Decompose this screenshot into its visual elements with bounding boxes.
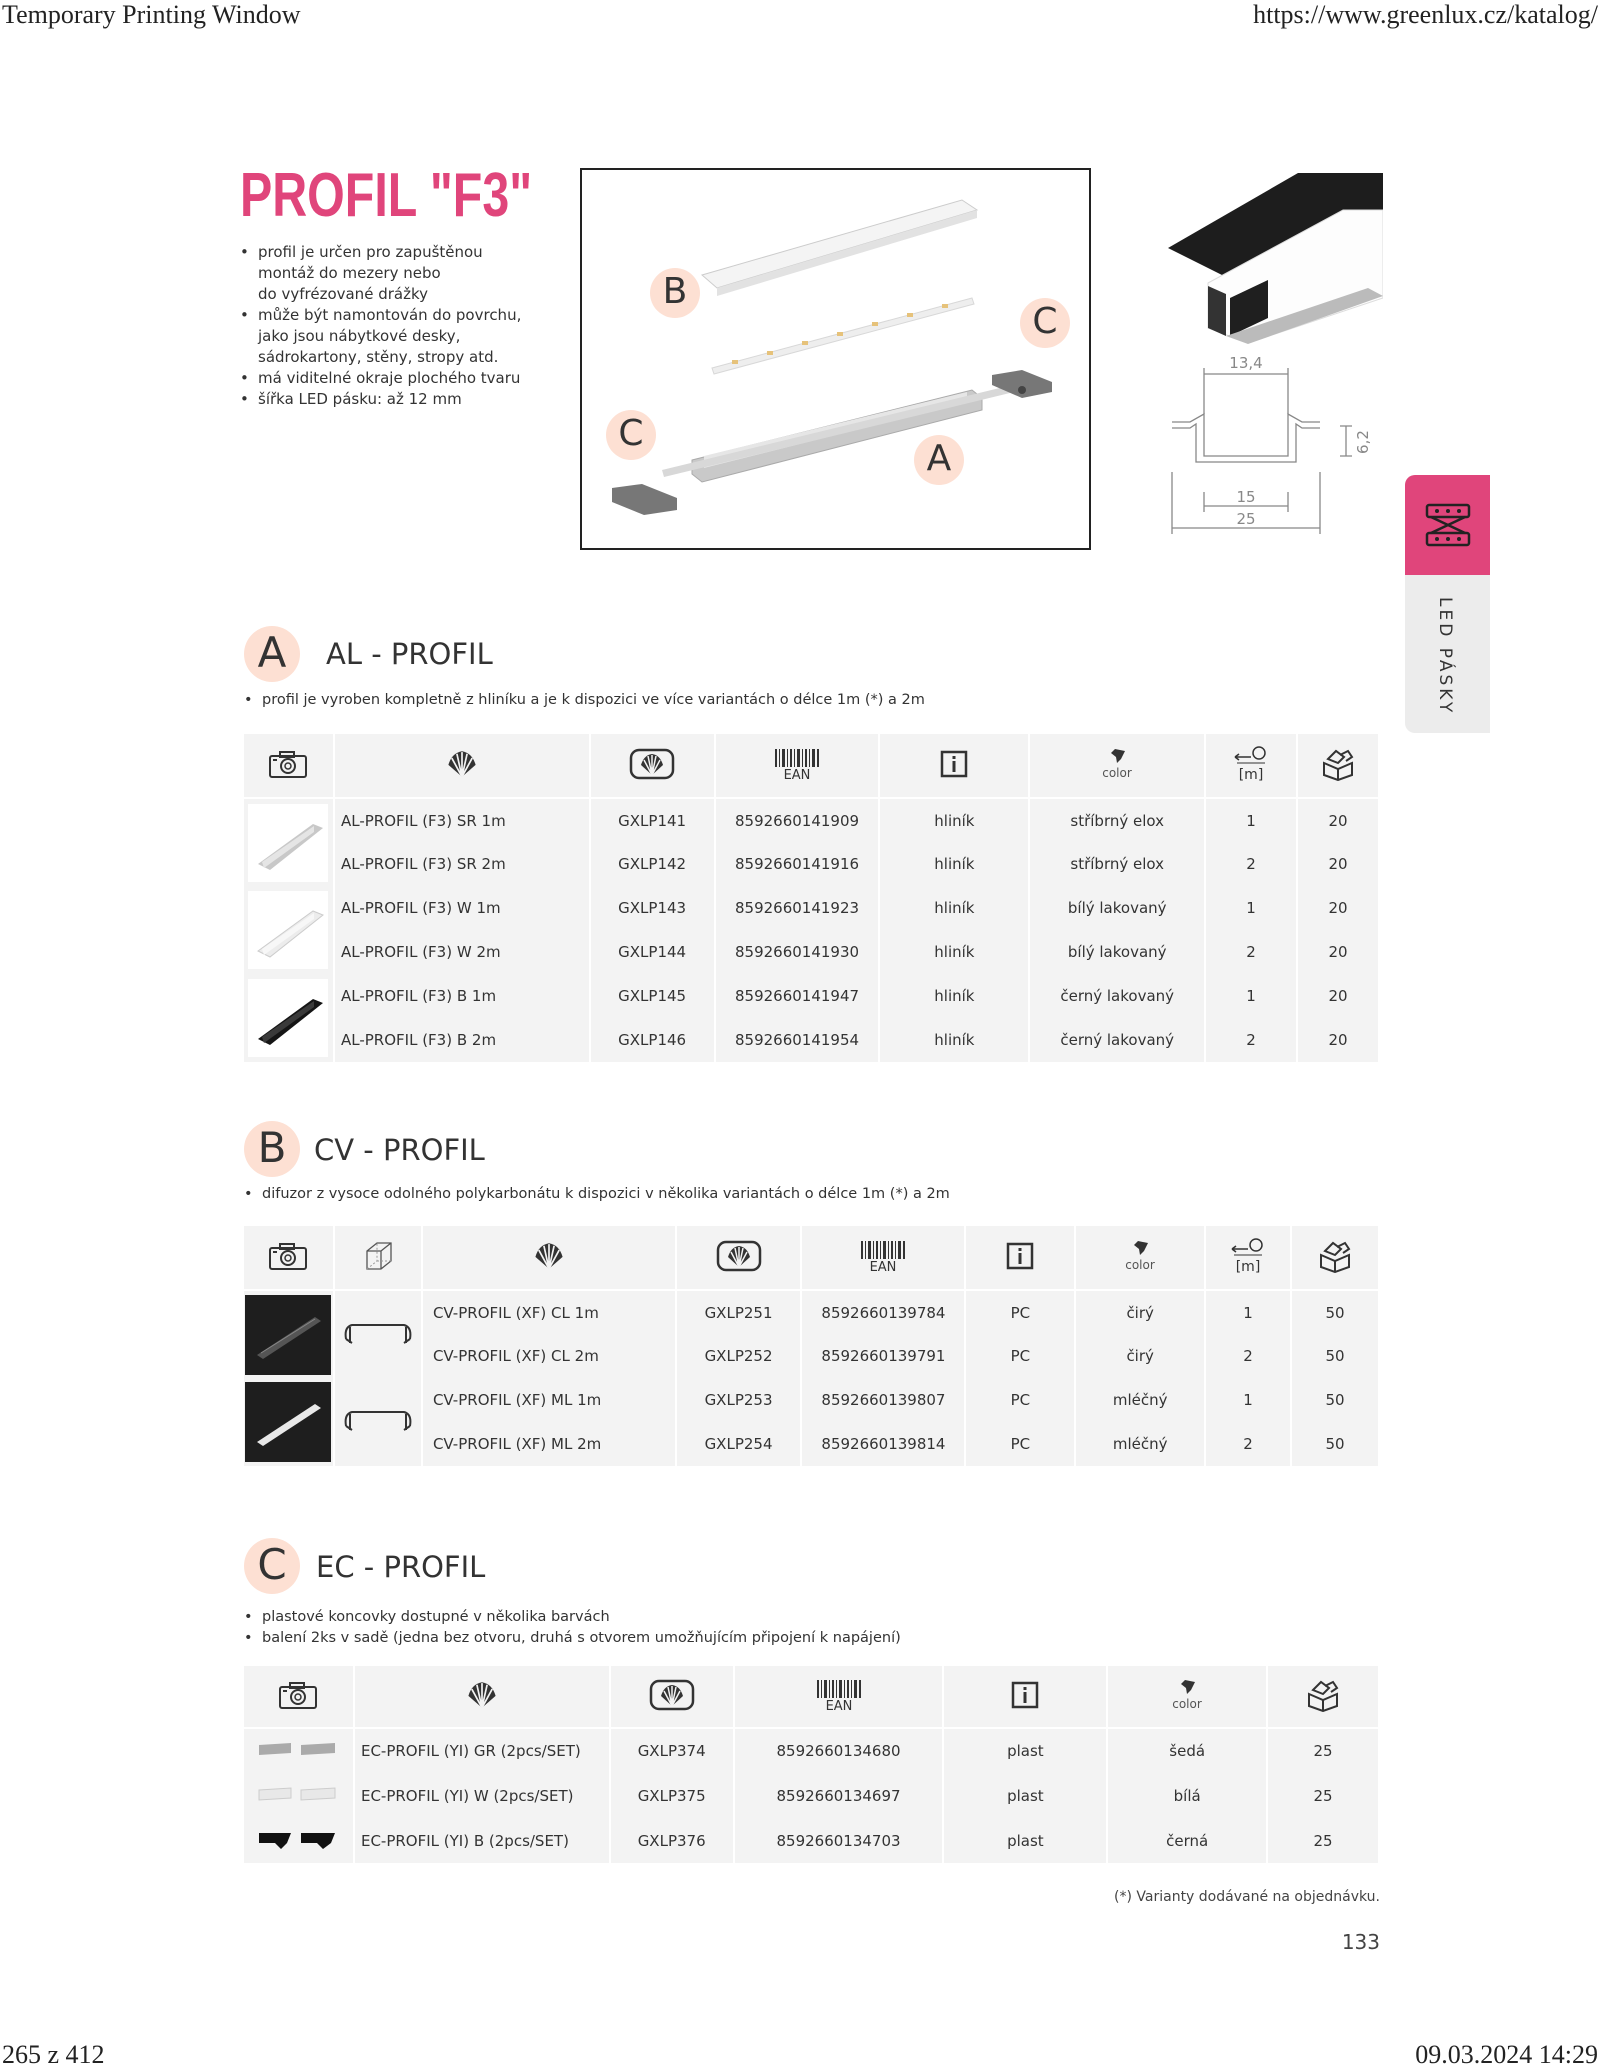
length-icon bbox=[1205, 734, 1297, 798]
diffuser-cross-section-milky bbox=[334, 1378, 422, 1466]
led-strip-icon bbox=[1423, 500, 1473, 550]
length-icon bbox=[1205, 1226, 1291, 1290]
shell-icon bbox=[354, 1666, 610, 1728]
feature-text: jako jsou nábytkové desky, bbox=[258, 327, 461, 345]
product-code: GXLP254 bbox=[676, 1422, 802, 1466]
category-tab-accent bbox=[1405, 475, 1490, 575]
section-b-table bbox=[244, 1226, 1380, 1466]
product-title: PROFIL "F3" bbox=[240, 161, 533, 230]
product-material: PC bbox=[965, 1334, 1075, 1378]
product-name: AL-PROFIL (F3) W 1m bbox=[334, 886, 590, 930]
camera-icon bbox=[244, 1666, 354, 1728]
shell-badge-icon bbox=[676, 1226, 802, 1290]
product-name: CV-PROFIL (XF) ML 2m bbox=[422, 1422, 676, 1466]
shell-badge-icon bbox=[590, 734, 715, 798]
product-pack: 20 bbox=[1297, 930, 1379, 974]
box-icon bbox=[1267, 1666, 1379, 1728]
product-material: PC bbox=[965, 1422, 1075, 1466]
product-pack: 20 bbox=[1297, 1018, 1379, 1062]
product-length: 1 bbox=[1205, 798, 1297, 842]
product-pack: 25 bbox=[1267, 1728, 1379, 1773]
product-ean: 8592660139784 bbox=[801, 1290, 965, 1334]
section-b-note: • difuzor z vysoce odolného polykarbonátu k dispozici v několika variantách o délce 1m (*) a 2m bbox=[244, 1184, 950, 1205]
product-features bbox=[240, 242, 521, 410]
product-ean: 8592660139791 bbox=[801, 1334, 965, 1378]
product-thumbnail-milky bbox=[244, 1378, 334, 1466]
product-ean: 8592660134703 bbox=[734, 1818, 944, 1863]
info-icon bbox=[879, 734, 1029, 798]
product-color: bílý lakovaný bbox=[1029, 886, 1205, 930]
table-row bbox=[244, 1728, 1379, 1773]
table-header bbox=[244, 1666, 1379, 1728]
product-color: čirý bbox=[1075, 1290, 1205, 1334]
page-url[interactable]: https://www.greenlux.cz/katalog/ bbox=[1253, 0, 1598, 29]
product-ean: 8592660141909 bbox=[715, 798, 880, 842]
product-ean: 8592660139807 bbox=[801, 1378, 965, 1422]
product-ean: 8592660141916 bbox=[715, 842, 880, 886]
table-row bbox=[244, 930, 1379, 974]
product-color: čirý bbox=[1075, 1334, 1205, 1378]
category-tab-label: LED PÁSKY bbox=[1435, 597, 1455, 716]
section-a-table bbox=[244, 734, 1380, 1062]
diagram-label-b: B bbox=[650, 268, 700, 318]
table-row bbox=[244, 1773, 1379, 1818]
dim-top: 13,4 bbox=[1229, 354, 1263, 372]
barcode-icon bbox=[715, 734, 880, 798]
product-pack: 20 bbox=[1297, 974, 1379, 1018]
section-c-letter: C bbox=[244, 1538, 300, 1594]
feature-item bbox=[240, 305, 521, 368]
feature-text: sádrokartony, stěny, stropy atd. bbox=[258, 348, 499, 366]
product-color: mléčný bbox=[1075, 1378, 1205, 1422]
section-c-title: EC - PROFIL bbox=[316, 1550, 486, 1584]
product-color: mléčný bbox=[1075, 1422, 1205, 1466]
product-pack: 20 bbox=[1297, 842, 1379, 886]
diagram-label-a: A bbox=[914, 435, 964, 485]
section-c-notes bbox=[244, 1607, 901, 1649]
product-material: hliník bbox=[879, 842, 1029, 886]
product-code: GXLP375 bbox=[610, 1773, 734, 1818]
table-row bbox=[244, 886, 1379, 930]
shell-icon bbox=[334, 734, 590, 798]
product-thumbnail-endcaps-white bbox=[244, 1773, 354, 1818]
product-material: hliník bbox=[879, 930, 1029, 974]
barcode-icon bbox=[734, 1666, 944, 1728]
section-a-notes bbox=[244, 690, 925, 711]
product-thumbnail-silver bbox=[244, 798, 334, 886]
product-color: černý lakovaný bbox=[1029, 1018, 1205, 1062]
product-color: šedá bbox=[1107, 1728, 1267, 1773]
product-name: AL-PROFIL (F3) SR 1m bbox=[334, 798, 590, 842]
product-thumbnail-black bbox=[244, 974, 334, 1062]
table-row bbox=[244, 798, 1379, 842]
product-name: AL-PROFIL (F3) B 1m bbox=[334, 974, 590, 1018]
diagram-label-c-right: C bbox=[1020, 298, 1070, 348]
section-c-note: • balení 2ks v sadě (jedna bez otvoru, druhá s otvorem umožňujícím připojení k napájení) bbox=[244, 1628, 901, 1649]
product-length: 2 bbox=[1205, 1422, 1291, 1466]
exploded-view-image bbox=[580, 168, 1091, 550]
product-thumbnail-endcaps-grey bbox=[244, 1728, 354, 1773]
product-length: 2 bbox=[1205, 1018, 1297, 1062]
feature-text: do vyfrézované drážky bbox=[258, 285, 428, 303]
product-thumbnail-white bbox=[244, 886, 334, 974]
product-name: EC-PROFIL (YI) W (2pcs/SET) bbox=[354, 1773, 610, 1818]
cube-outline-icon bbox=[334, 1226, 422, 1290]
category-tab-led-pasky[interactable] bbox=[1405, 475, 1490, 733]
product-name: EC-PROFIL (YI) B (2pcs/SET) bbox=[354, 1818, 610, 1863]
product-code: GXLP251 bbox=[676, 1290, 802, 1334]
page-number: 133 bbox=[1341, 1930, 1380, 1954]
product-name: AL-PROFIL (F3) W 2m bbox=[334, 930, 590, 974]
table-header bbox=[244, 734, 1379, 798]
product-pack: 50 bbox=[1291, 1290, 1379, 1334]
profile-render-image bbox=[1168, 168, 1383, 353]
product-pack: 50 bbox=[1291, 1334, 1379, 1378]
table-row bbox=[244, 1378, 1379, 1422]
section-a-note: • profil je vyroben kompletně z hliníku a je k dispozici ve více variantách o délce 1m (*) a 2m bbox=[244, 690, 925, 711]
product-code: GXLP143 bbox=[590, 886, 715, 930]
product-code: GXLP141 bbox=[590, 798, 715, 842]
section-c-note: • plastové koncovky dostupné v několika barvách bbox=[244, 1607, 901, 1628]
product-thumbnail-clear bbox=[244, 1290, 334, 1378]
section-a-title: AL - PROFIL bbox=[326, 637, 493, 671]
product-ean: 8592660141954 bbox=[715, 1018, 880, 1062]
product-code: GXLP376 bbox=[610, 1818, 734, 1863]
table-row bbox=[244, 1290, 1379, 1334]
section-a-letter: A bbox=[244, 626, 300, 682]
product-ean: 8592660134697 bbox=[734, 1773, 944, 1818]
product-ean: 8592660141930 bbox=[715, 930, 880, 974]
box-icon bbox=[1297, 734, 1379, 798]
product-ean: 8592660141923 bbox=[715, 886, 880, 930]
product-length: 2 bbox=[1205, 842, 1297, 886]
product-code: GXLP252 bbox=[676, 1334, 802, 1378]
product-length: 1 bbox=[1205, 1378, 1291, 1422]
color-icon bbox=[1029, 734, 1205, 798]
color-icon bbox=[1075, 1226, 1205, 1290]
product-length: 1 bbox=[1205, 1290, 1291, 1334]
diagram-label-c-left: C bbox=[606, 410, 656, 460]
product-material: plast bbox=[943, 1773, 1107, 1818]
product-length: 2 bbox=[1205, 1334, 1291, 1378]
product-material: plast bbox=[943, 1728, 1107, 1773]
footnote: (*) Varianty dodávané na objednávku. bbox=[1114, 1889, 1380, 1905]
page-counter: 265 z 412 bbox=[2, 2040, 105, 2069]
section-b-letter: B bbox=[244, 1121, 300, 1177]
info-icon bbox=[965, 1226, 1075, 1290]
product-code: GXLP253 bbox=[676, 1378, 802, 1422]
product-name: EC-PROFIL (YI) GR (2pcs/SET) bbox=[354, 1728, 610, 1773]
dim-outer: 25 bbox=[1236, 510, 1256, 528]
product-name: CV-PROFIL (XF) CL 2m bbox=[422, 1334, 676, 1378]
product-material: hliník bbox=[879, 798, 1029, 842]
diffuser-cross-section-clear bbox=[334, 1290, 422, 1378]
feature-item: • má viditelné okraje plochého tvaru bbox=[240, 368, 521, 389]
camera-icon bbox=[244, 734, 334, 798]
product-name: CV-PROFIL (XF) ML 1m bbox=[422, 1378, 676, 1422]
feature-item bbox=[240, 242, 521, 305]
product-material: hliník bbox=[879, 1018, 1029, 1062]
product-color: stříbrný elox bbox=[1029, 798, 1205, 842]
product-code: GXLP145 bbox=[590, 974, 715, 1018]
product-pack: 50 bbox=[1291, 1422, 1379, 1466]
feature-text: může být namontován do povrchu, bbox=[258, 306, 522, 324]
product-code: GXLP374 bbox=[610, 1728, 734, 1773]
table-row bbox=[244, 1018, 1379, 1062]
table-header bbox=[244, 1226, 1379, 1290]
barcode-icon bbox=[801, 1226, 965, 1290]
table-row bbox=[244, 974, 1379, 1018]
camera-icon bbox=[244, 1226, 334, 1290]
shell-badge-icon bbox=[610, 1666, 734, 1728]
product-material: PC bbox=[965, 1378, 1075, 1422]
box-icon bbox=[1291, 1226, 1379, 1290]
info-icon bbox=[943, 1666, 1107, 1728]
product-name: AL-PROFIL (F3) SR 2m bbox=[334, 842, 590, 886]
feature-text: montáž do mezery nebo bbox=[258, 264, 441, 282]
product-pack: 20 bbox=[1297, 886, 1379, 930]
product-length: 1 bbox=[1205, 886, 1297, 930]
product-pack: 25 bbox=[1267, 1773, 1379, 1818]
product-name: CV-PROFIL (XF) CL 1m bbox=[422, 1290, 676, 1334]
section-b-title: CV - PROFIL bbox=[314, 1133, 485, 1167]
product-code: GXLP146 bbox=[590, 1018, 715, 1062]
table-row bbox=[244, 1818, 1379, 1863]
product-code: GXLP144 bbox=[590, 930, 715, 974]
feature-text: profil je určen pro zapuštěnou bbox=[258, 243, 483, 261]
shell-icon bbox=[422, 1226, 676, 1290]
product-name: AL-PROFIL (F3) B 2m bbox=[334, 1018, 590, 1062]
product-length: 2 bbox=[1205, 930, 1297, 974]
color-icon bbox=[1107, 1666, 1267, 1728]
product-ean: 8592660134680 bbox=[734, 1728, 944, 1773]
product-pack: 25 bbox=[1267, 1818, 1379, 1863]
product-pack: 20 bbox=[1297, 798, 1379, 842]
product-thumbnail-endcaps-black bbox=[244, 1818, 354, 1863]
product-color: bílá bbox=[1107, 1773, 1267, 1818]
section-b-notes bbox=[244, 1184, 950, 1205]
dim-inner: 15 bbox=[1236, 488, 1256, 506]
product-material: plast bbox=[943, 1818, 1107, 1863]
product-color: černá bbox=[1107, 1818, 1267, 1863]
print-datetime: 09.03.2024 14:29 bbox=[1415, 2040, 1598, 2069]
feature-item: • šířka LED pásku: až 12 mm bbox=[240, 389, 521, 410]
product-code: GXLP142 bbox=[590, 842, 715, 886]
table-row bbox=[244, 842, 1379, 886]
product-material: hliník bbox=[879, 886, 1029, 930]
product-ean: 8592660141947 bbox=[715, 974, 880, 1018]
product-color: bílý lakovaný bbox=[1029, 930, 1205, 974]
product-pack: 50 bbox=[1291, 1378, 1379, 1422]
product-material: hliník bbox=[879, 974, 1029, 1018]
product-ean: 8592660139814 bbox=[801, 1422, 965, 1466]
dim-height: 6,2 bbox=[1354, 430, 1372, 454]
product-color: stříbrný elox bbox=[1029, 842, 1205, 886]
section-c-table bbox=[244, 1666, 1380, 1863]
product-material: PC bbox=[965, 1290, 1075, 1334]
window-title: Temporary Printing Window bbox=[2, 0, 301, 29]
cross-section-drawing bbox=[1168, 352, 1383, 542]
product-color: černý lakovaný bbox=[1029, 974, 1205, 1018]
product-length: 1 bbox=[1205, 974, 1297, 1018]
